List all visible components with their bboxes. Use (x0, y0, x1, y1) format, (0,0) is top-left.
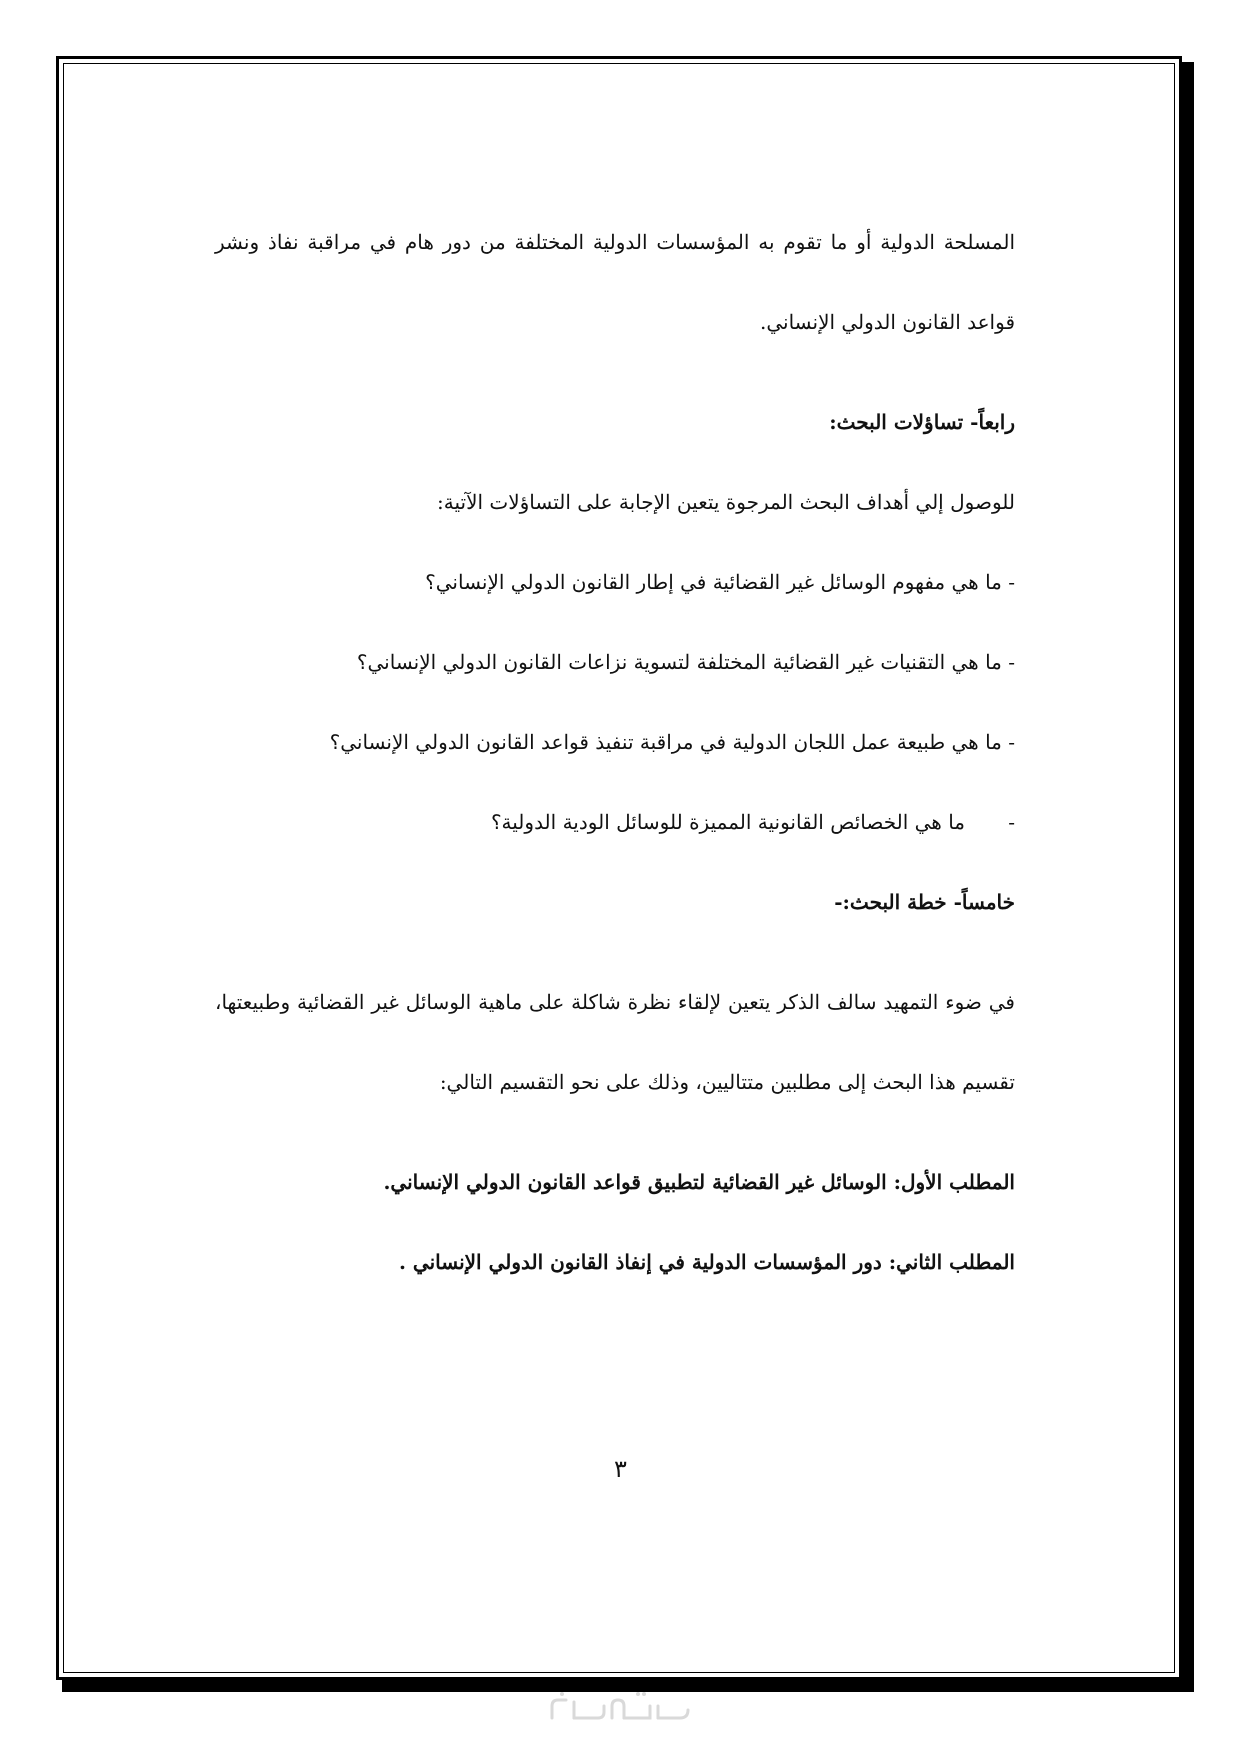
question-item: - ما هي التقنيات غير القضائية المختلفة لتسوية نزاعات القانون الدولي الإنساني؟ (356, 650, 1015, 674)
requirement-1: المطلب الأول: الوسائل غير القضائية لتطبيق قواعد القانون الدولي الإنساني. (383, 1170, 1015, 1194)
question-item: - ما هي مفهوم الوسائل غير القضائية في إطار القانون الدولي الإنساني؟ (425, 570, 1015, 594)
question-text: ما هي الخصائص القانونية المميزة للوسائل الودية الدولية؟ (490, 810, 965, 834)
document-body (215, 222, 1015, 1282)
section4-heading: رابعاً- تساؤلات البحث: (829, 410, 1015, 434)
page-number: ٣ (614, 1455, 627, 1483)
question-item: - ما هي طبيعة عمل اللجان الدولية في مراقبة تنفيذ قواعد القانون الدولي الإنساني؟ (329, 730, 1015, 754)
watermark-logo (540, 1688, 700, 1728)
section5-heading: خامساً- خطة البحث:- (834, 890, 1015, 914)
requirement-2: المطلب الثاني: دور المؤسسات الدولية في إنفاذ القانون الدولي الإنساني . (398, 1250, 1015, 1274)
intro-paragraph: المسلحة الدولية أو ما تقوم به المؤسسات الدولية المختلفة من دور هام في مراقبة نفاذ ونشر قواعد القانون الدولي الإنساني. (215, 230, 1015, 334)
section4-intro: للوصول إلي أهداف البحث المرجوة يتعين الإجابة على التساؤلات الآتية: (437, 490, 1015, 514)
question-item (215, 802, 1015, 842)
section5-paragraph: في ضوء التمهيد سالف الذكر يتعين لإلقاء نظرة شاكلة على ماهية الوسائل غير القضائية وطبيعتها، تقسيم هذا البحث إلى مطلبين متتاليين، وذلك على نحو التقسيم التالي: (215, 990, 1015, 1094)
list-dash: - (1008, 810, 1015, 834)
